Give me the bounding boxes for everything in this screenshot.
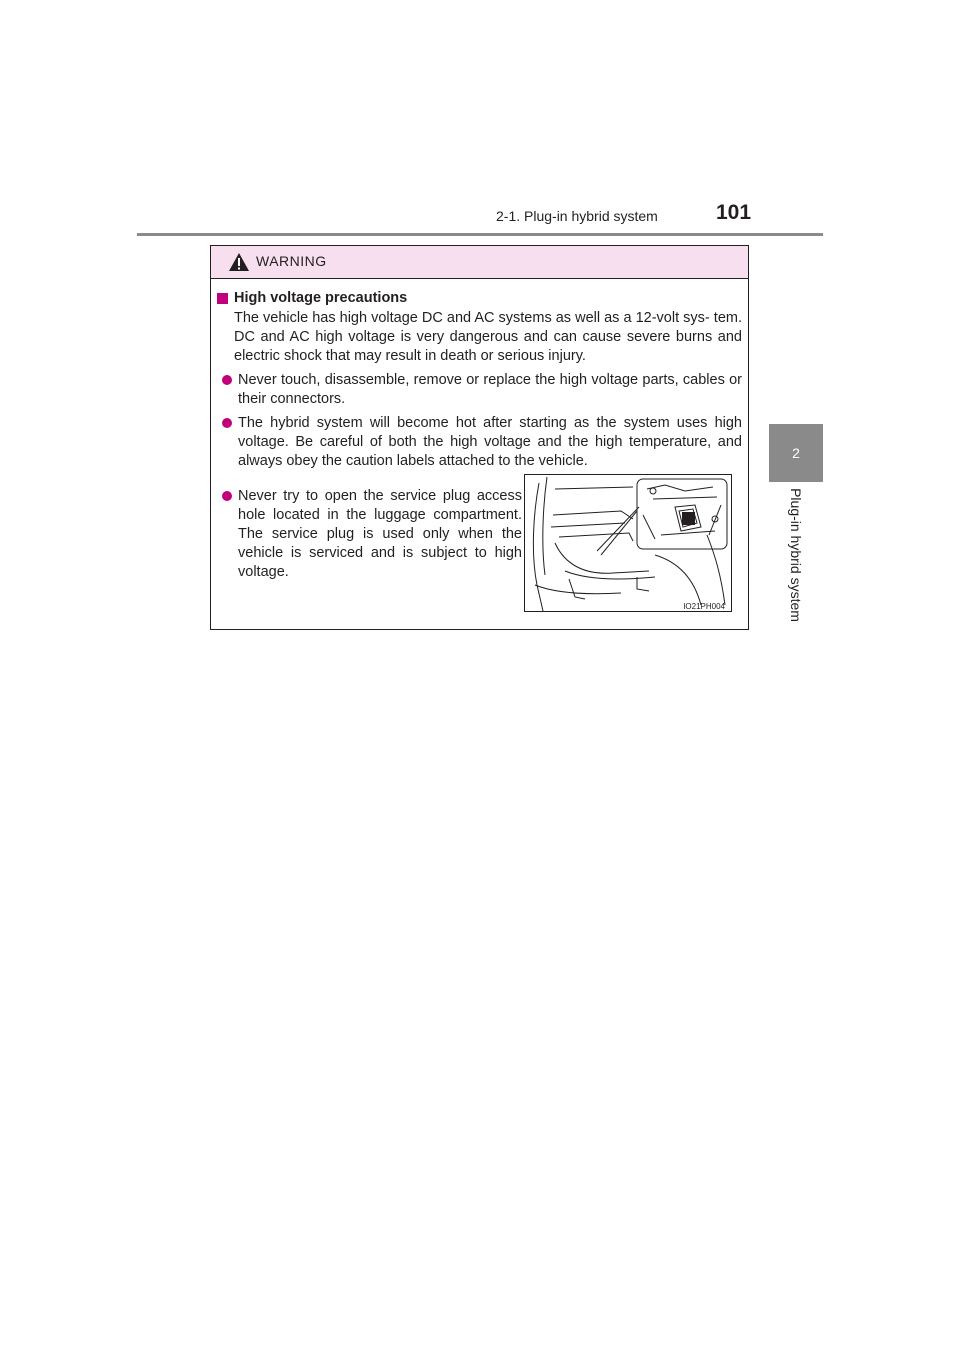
circle-bullet-icon xyxy=(222,418,232,428)
circle-bullet-icon xyxy=(222,491,232,501)
header-rule xyxy=(137,233,823,236)
warning-title: WARNING xyxy=(256,253,327,269)
bullet-text: The hybrid system will become hot after starting as the system uses high voltage. Be careful of both the high voltage and the high temperature, and always obey the caution labels attached to the vehicle. xyxy=(238,415,742,469)
figure-code: IO21PH004 xyxy=(683,602,725,611)
subheading-text: High voltage precautions xyxy=(234,290,408,306)
car-luggage-illustration xyxy=(525,475,732,612)
bullet-text: Never touch, disassemble, remove or replace the high voltage parts, cables or their connectors. xyxy=(238,372,742,407)
warning-subheading xyxy=(217,289,742,308)
chapter-title-vertical: Plug-in hybrid system xyxy=(788,488,804,622)
luggage-service-plug-figure xyxy=(524,474,732,612)
list-item xyxy=(217,371,742,409)
list-item xyxy=(217,487,522,582)
warning-intro: The vehicle has high voltage DC and AC systems as well as a 12-volt sys- tem. DC and AC high voltage is very dangerous and can cause severe burns and electric shock that may result in death or serious injury. xyxy=(234,310,742,364)
warning-triangle-icon xyxy=(228,252,250,272)
header-section-title: 2-1. Plug-in hybrid system xyxy=(496,208,658,224)
chapter-tab xyxy=(769,424,823,482)
square-bullet-icon xyxy=(217,293,228,304)
bullet-text: Never try to open the service plug access hole located in the luggage compartment. The service plug is used only when the vehicle is serviced and is subject to high voltage. xyxy=(238,488,522,580)
page-number: 101 xyxy=(716,201,752,224)
chapter-number: 2 xyxy=(792,445,800,461)
circle-bullet-icon xyxy=(222,375,232,385)
warning-header xyxy=(211,246,748,279)
list-item xyxy=(217,414,742,471)
